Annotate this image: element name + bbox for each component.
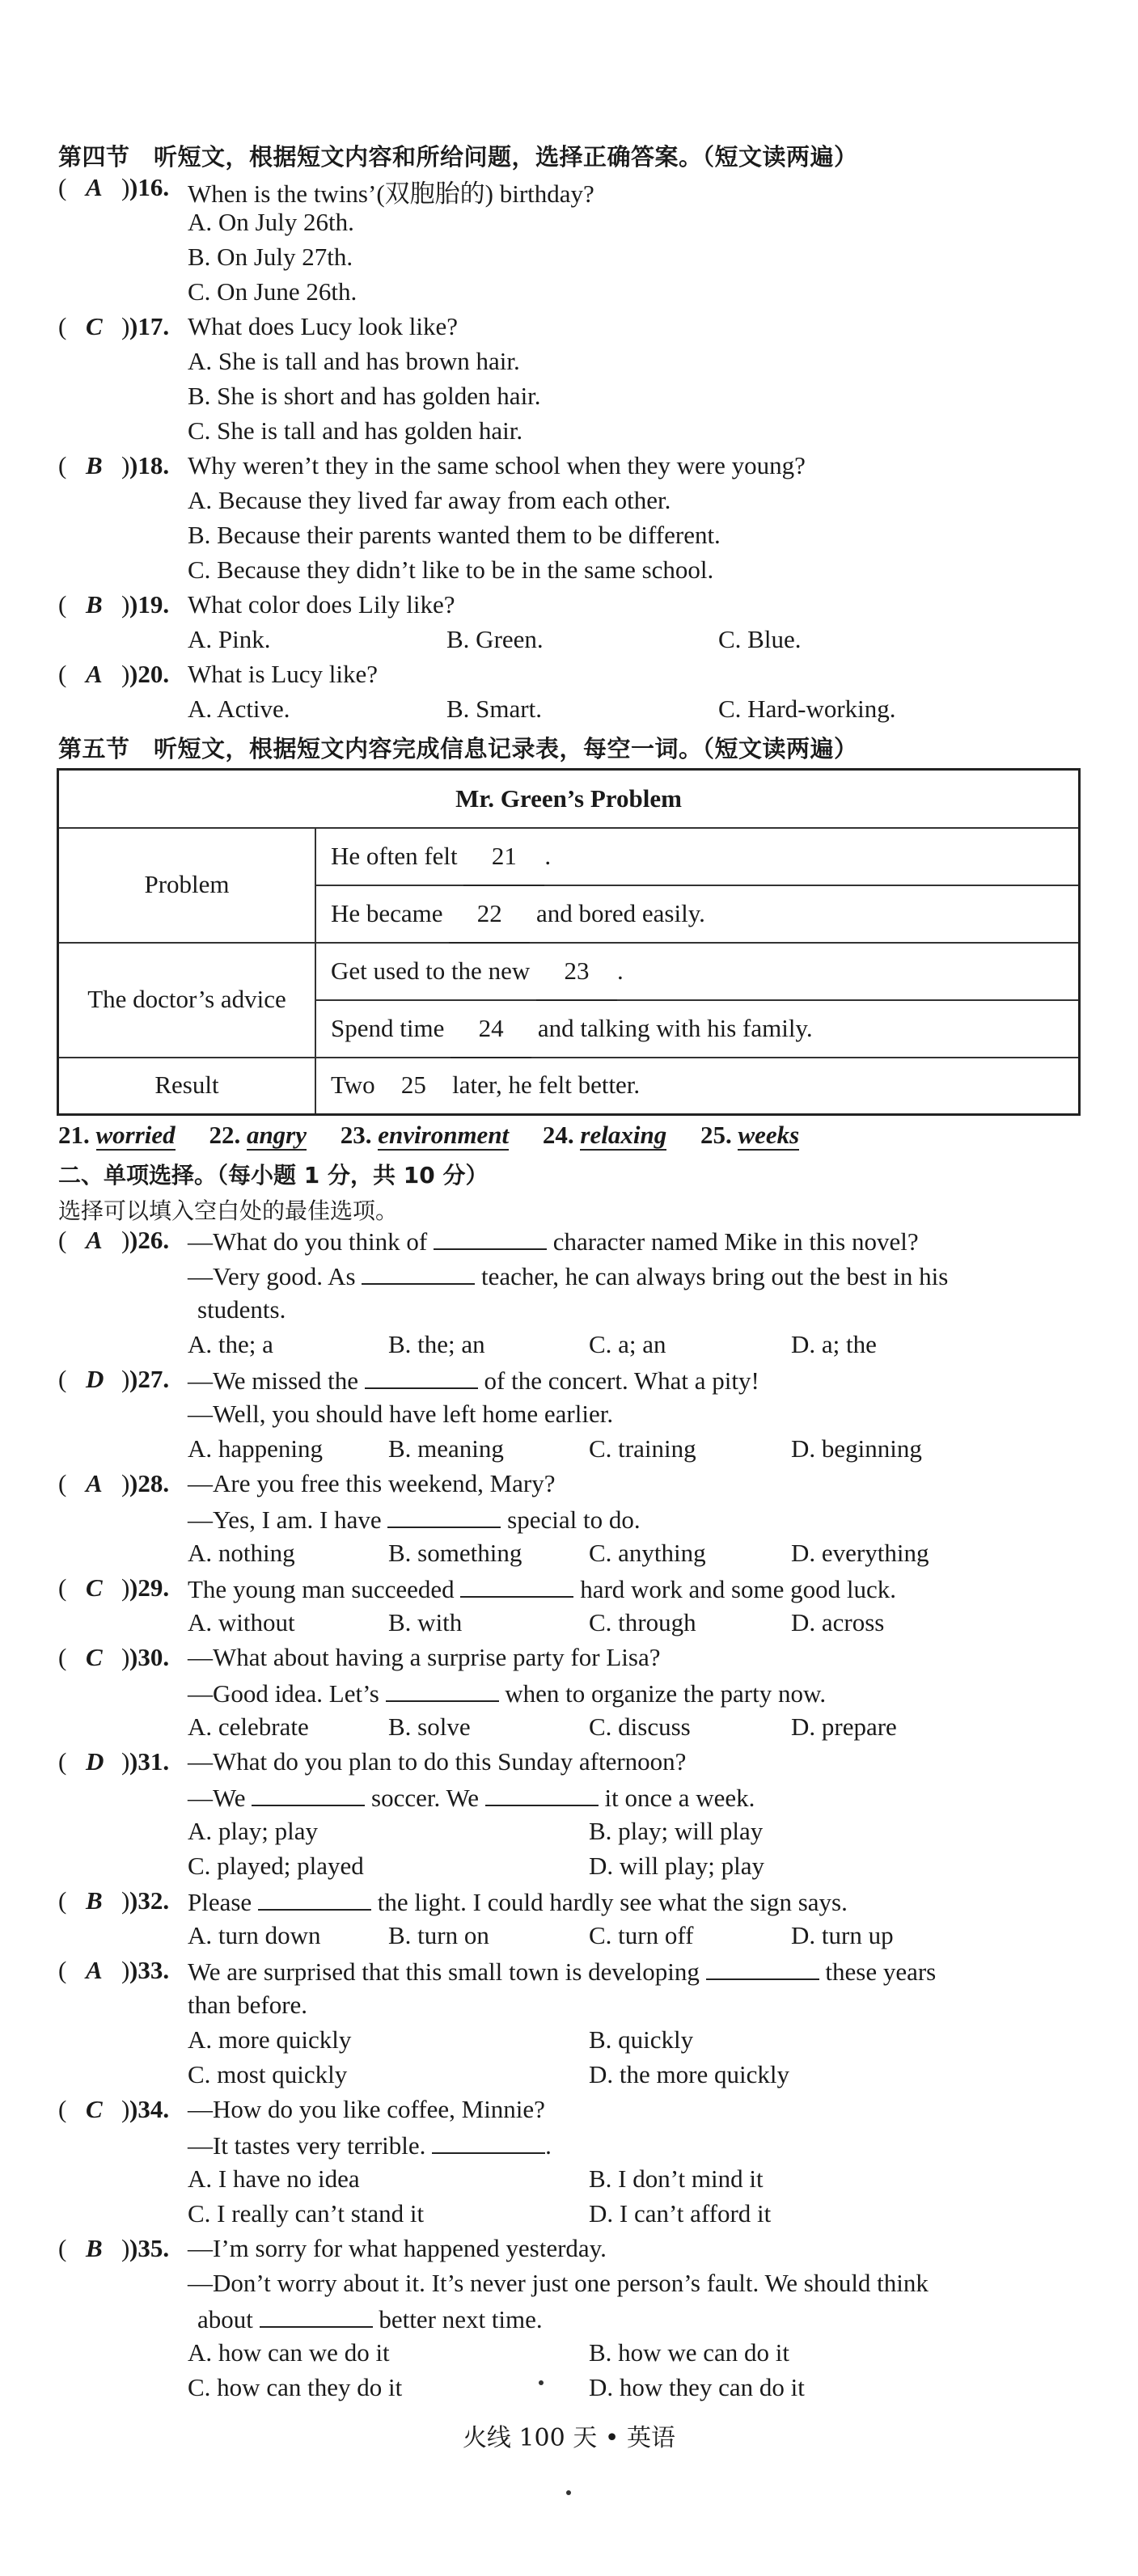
table-divider: [315, 827, 316, 1113]
option-d: D. beginning: [791, 1434, 922, 1463]
paren-open: (: [58, 1747, 67, 1776]
stem-text: —Yes, I am. I have: [188, 1505, 382, 1534]
table-cell-25: [331, 1057, 640, 1113]
question-number: )32.: [129, 1886, 170, 1915]
option-b: B. meaning: [388, 1434, 504, 1463]
answer-number: 23.: [340, 1121, 372, 1149]
option-b: B. something: [388, 1539, 522, 1567]
question-26: [58, 1226, 1110, 1365]
question-number: )28.: [129, 1469, 170, 1497]
paren-open: (: [58, 173, 67, 201]
option-a: A. without: [188, 1608, 295, 1636]
section5-title: 第五节 听短文，根据短文内容完成信息记录表，每空一词。（短文读两遍）: [58, 735, 858, 762]
answer-blank: [432, 2130, 545, 2154]
option-b: B. quickly: [589, 2025, 694, 2054]
option-b: B. play; will play: [589, 1817, 764, 1845]
stem-text: —How do you like coffee, Minnie?: [188, 2095, 545, 2123]
answer-blank: [258, 1886, 371, 1911]
answer-letter: C: [86, 2095, 103, 2123]
option-d: D. everything: [791, 1539, 929, 1567]
paren-open: (: [58, 1886, 67, 1915]
stem-text: special to do.: [507, 1505, 641, 1534]
option-c: C. anything: [589, 1539, 706, 1567]
blank-22: 22: [449, 885, 530, 944]
answer-letter: B: [86, 451, 103, 479]
paren-close: ): [121, 1886, 130, 1915]
cell-text: and bored easily.: [536, 899, 705, 927]
blank-24: 24: [451, 999, 531, 1058]
part2-instruction: 选择可以填入空白处的最佳选项。: [58, 1197, 399, 1224]
question-number: )34.: [129, 2095, 170, 2123]
option-d: D. will play; play: [589, 1852, 764, 1880]
question-stem: Why weren’t they in the same school when they were young?: [188, 451, 806, 479]
paren-close: ): [121, 1643, 130, 1671]
question-number: )17.: [129, 312, 170, 340]
question-number: )18.: [129, 451, 170, 479]
stem-text: —Don’t worry about it. It’s never just one person’s fault. We should think: [188, 2269, 929, 2297]
answer-letter: C: [86, 1573, 103, 1602]
answer-letter: A: [86, 173, 103, 201]
part2-title: 二、单项选择。（每小题 1 分，共 10 分）: [58, 1162, 489, 1189]
option-b: B. I don’t mind it: [589, 2164, 764, 2193]
paren-close: ): [121, 1956, 130, 1984]
option-c: C. discuss: [589, 1712, 691, 1741]
option-c: C. On June 26th.: [188, 277, 357, 306]
option-c: C. how can they do it: [188, 2373, 403, 2401]
option-a: A. how can we do it: [188, 2338, 390, 2367]
option-b: B. Smart.: [446, 695, 542, 723]
question-20: [58, 660, 1110, 729]
question-number: )16.: [129, 173, 170, 201]
answer-word: environment: [378, 1121, 510, 1149]
table-cell-24: [331, 999, 813, 1057]
option-a: A. more quickly: [188, 2025, 352, 2054]
option-a: A. I have no idea: [188, 2164, 360, 2193]
stem-text: hard work and some good luck.: [580, 1575, 897, 1603]
table-cell-21: [331, 827, 551, 885]
paren-open: (: [58, 312, 67, 340]
question-number: )19.: [129, 590, 170, 619]
paren-close: ): [121, 1226, 130, 1254]
paren-open: (: [58, 2234, 67, 2262]
option-c: C. She is tall and has golden hair.: [188, 416, 523, 445]
option-b: B. Green.: [446, 625, 544, 653]
print-speck: [539, 2380, 544, 2385]
row-label-advice: The doctor’s advice: [87, 985, 286, 1013]
paren-open: (: [58, 660, 67, 688]
stem-text: —What about having a surprise party for Lisa?: [188, 1643, 661, 1671]
info-record-table: [57, 768, 1081, 1116]
blank-21: 21: [463, 827, 544, 886]
answer-blank: [387, 1504, 501, 1528]
question-number: )29.: [129, 1573, 170, 1602]
cell-text: He often felt: [331, 842, 458, 870]
stem-text: Please: [188, 1888, 252, 1916]
stem-text: —Very good. As: [188, 1262, 356, 1290]
cell-text: Spend time: [331, 1014, 445, 1042]
option-c: C. played; played: [188, 1852, 364, 1880]
option-d: D. prepare: [791, 1712, 897, 1741]
option-d: D. a; the: [791, 1330, 877, 1358]
answer-letter: A: [86, 1469, 103, 1497]
question-number: )20.: [129, 660, 170, 688]
option-d: D. how they can do it: [589, 2373, 805, 2401]
answer-blank: [485, 1782, 599, 1806]
option-c: C. Blue.: [718, 625, 802, 653]
question-16: [58, 173, 1110, 312]
blank-23: 23: [536, 942, 617, 1001]
option-a: A. Pink.: [188, 625, 271, 653]
page-footer: 火线 100 天 • 英语: [462, 2424, 676, 2452]
answer-word: angry: [246, 1121, 307, 1149]
paren-open: (: [58, 2095, 67, 2123]
paren-close: ): [121, 1747, 130, 1776]
stem-text: —We missed the: [188, 1366, 359, 1395]
cell-text: Get used to the new: [331, 956, 531, 985]
paren-open: (: [58, 1643, 67, 1671]
paren-open: (: [58, 1956, 67, 1984]
stem-text: —I’m sorry for what happened yesterday.: [188, 2234, 607, 2262]
answer-letter: B: [86, 2234, 103, 2262]
option-d: D. turn up: [791, 1921, 894, 1949]
answer-letter: B: [86, 590, 103, 619]
paren-open: (: [58, 1365, 67, 1393]
answer-blank: [460, 1573, 573, 1598]
option-b: B. She is short and has golden hair.: [188, 382, 541, 410]
section4-title: 第四节 听短文，根据短文内容和所给问题，选择正确答案。（短文读两遍）: [58, 143, 858, 171]
stem-text: —It tastes very terrible.: [188, 2131, 426, 2160]
question-35: [58, 2234, 1110, 2408]
stem-text: these years: [825, 1957, 937, 1986]
paren-open: (: [58, 1573, 67, 1602]
answer-blank: [260, 2304, 373, 2328]
answer-letter: B: [86, 1886, 103, 1915]
answer-blank: [706, 1956, 819, 1980]
stem-text: teacher, he can always bring out the best in his: [481, 1262, 949, 1290]
option-c: C. I really can’t stand it: [188, 2199, 425, 2228]
answer-word: worried: [95, 1121, 176, 1149]
question-number: )30.: [129, 1643, 170, 1671]
stem-text: soccer. We: [371, 1784, 479, 1812]
question-31: [58, 1747, 1110, 1886]
question-28: [58, 1469, 1110, 1573]
option-a: A. She is tall and has brown hair.: [188, 347, 520, 375]
row-label-problem: Problem: [144, 870, 230, 898]
stem-text: —What do you think of: [188, 1227, 428, 1256]
table-cell-22: [331, 885, 705, 942]
stem-text: better next time.: [379, 2305, 543, 2333]
cell-text: .: [544, 842, 552, 870]
answer-number: 24.: [542, 1121, 574, 1149]
question-33: [58, 1956, 1110, 2095]
blank-25: 25: [381, 1057, 446, 1115]
cell-text: .: [616, 956, 624, 985]
option-c: C. a; an: [589, 1330, 666, 1358]
stem-text: the light. I could hardly see what the sign says.: [377, 1888, 848, 1916]
option-a: A. happening: [188, 1434, 324, 1463]
answer-word: relaxing: [580, 1121, 667, 1149]
answer-letter: A: [86, 660, 103, 688]
question-number: )35.: [129, 2234, 170, 2262]
option-d: D. I can’t afford it: [589, 2199, 772, 2228]
answer-blank: [365, 1365, 478, 1389]
option-b: B. with: [388, 1608, 463, 1636]
table-header: Mr. Green’s Problem: [455, 784, 682, 813]
paren-open: (: [58, 1469, 67, 1497]
cell-text: and talking with his family.: [537, 1014, 813, 1042]
option-b: B. turn on: [388, 1921, 489, 1949]
question-32: [58, 1886, 1110, 1956]
question-18: [58, 451, 1110, 590]
option-c: C. turn off: [589, 1921, 694, 1949]
answer-letter: C: [86, 1643, 103, 1671]
print-speck: [566, 2490, 571, 2495]
question-30: [58, 1643, 1110, 1747]
answer-letter: C: [86, 312, 103, 340]
paren-close: ): [121, 1469, 130, 1497]
option-a: A. On July 26th.: [188, 208, 354, 236]
answer-blank: [434, 1226, 547, 1250]
paren-open: (: [58, 590, 67, 619]
answer-letter: A: [86, 1226, 103, 1254]
paren-open: (: [58, 1226, 67, 1254]
option-b: B. Because their parents wanted them to be different.: [188, 521, 721, 549]
stem-text: when to organize the party now.: [505, 1679, 827, 1708]
answer-number: 21.: [58, 1121, 90, 1149]
stem-text: of the concert. What a pity!: [484, 1366, 759, 1395]
paren-close: ): [121, 2234, 130, 2262]
paren-close: ): [121, 1573, 130, 1602]
answer-blank: [386, 1678, 499, 1702]
answer-number: 22.: [209, 1121, 241, 1149]
answer-number: 25.: [700, 1121, 732, 1149]
question-number: )27.: [129, 1365, 170, 1393]
stem-text: —What do you plan to do this Sunday afternoon?: [188, 1747, 687, 1776]
paren-open: (: [58, 451, 67, 479]
option-d: D. across: [791, 1608, 885, 1636]
answer-word: weeks: [738, 1121, 800, 1149]
question-17: [58, 312, 1110, 451]
paren-close: ): [121, 590, 130, 619]
answer-letter: A: [86, 1956, 103, 1984]
stem-text: .: [545, 2131, 552, 2160]
option-a: A. celebrate: [188, 1712, 309, 1741]
option-b: B. solve: [388, 1712, 471, 1741]
option-b: B. the; an: [388, 1330, 485, 1358]
option-c: C. training: [589, 1434, 696, 1463]
cell-text: He became: [331, 899, 443, 927]
option-c: C. through: [589, 1608, 696, 1636]
answer-letter: D: [86, 1365, 104, 1393]
cell-text: Two: [331, 1071, 375, 1099]
stem-text: it once a week.: [604, 1784, 755, 1812]
paren-close: ): [121, 312, 130, 340]
option-a: A. Because they lived far away from each other.: [188, 486, 671, 514]
stem-text: We are surprised that this small town is developing: [188, 1957, 700, 1986]
option-a: A. turn down: [188, 1921, 321, 1949]
row-label-result: Result: [154, 1071, 219, 1099]
option-a: A. the; a: [188, 1330, 273, 1358]
stem-text: —Good idea. Let’s: [188, 1679, 379, 1708]
stem-text: students.: [197, 1295, 286, 1324]
option-a: A. Active.: [188, 695, 290, 723]
cell-text: later, he felt better.: [452, 1071, 641, 1099]
paren-close: ): [121, 173, 130, 201]
question-27: [58, 1365, 1110, 1469]
paren-close: ): [121, 660, 130, 688]
option-a: A. nothing: [188, 1539, 295, 1567]
question-stem: What is Lucy like?: [188, 660, 378, 688]
option-c: C. Hard-working.: [718, 695, 896, 723]
option-b: B. how we can do it: [589, 2338, 789, 2367]
paren-close: ): [121, 451, 130, 479]
option-d: D. the more quickly: [589, 2060, 789, 2088]
option-b: B. On July 27th.: [188, 243, 353, 271]
question-29: [58, 1573, 1110, 1643]
stem-text: character named Mike in this novel?: [552, 1227, 919, 1256]
question-stem: When is the twins’(双胞胎的) birthday?: [188, 179, 594, 208]
question-number: )31.: [129, 1747, 170, 1776]
stem-text: —We: [188, 1784, 246, 1812]
stem-text: about: [197, 2305, 253, 2333]
option-a: A. play; play: [188, 1817, 318, 1845]
question-stem: What color does Lily like?: [188, 590, 455, 619]
stem-text: —Are you free this weekend, Mary?: [188, 1469, 556, 1497]
stem-text: than before.: [188, 1991, 308, 2019]
paren-close: ): [121, 2095, 130, 2123]
paren-close: ): [121, 1365, 130, 1393]
stem-text: —Well, you should have left home earlier.: [188, 1400, 614, 1428]
option-c: C. Because they didn’t like to be in the same school.: [188, 555, 714, 584]
answer-letter: D: [86, 1747, 104, 1776]
question-stem: What does Lucy look like?: [188, 312, 459, 340]
answers-row: [58, 1121, 827, 1150]
question-34: [58, 2095, 1110, 2234]
stem-text: The young man succeeded: [188, 1575, 455, 1603]
answer-blank: [362, 1261, 475, 1285]
option-c: C. most quickly: [188, 2060, 348, 2088]
question-19: [58, 590, 1110, 660]
question-number: )26.: [129, 1226, 170, 1254]
question-number: )33.: [129, 1956, 170, 1984]
table-cell-23: [331, 942, 624, 999]
answer-blank: [252, 1782, 365, 1806]
